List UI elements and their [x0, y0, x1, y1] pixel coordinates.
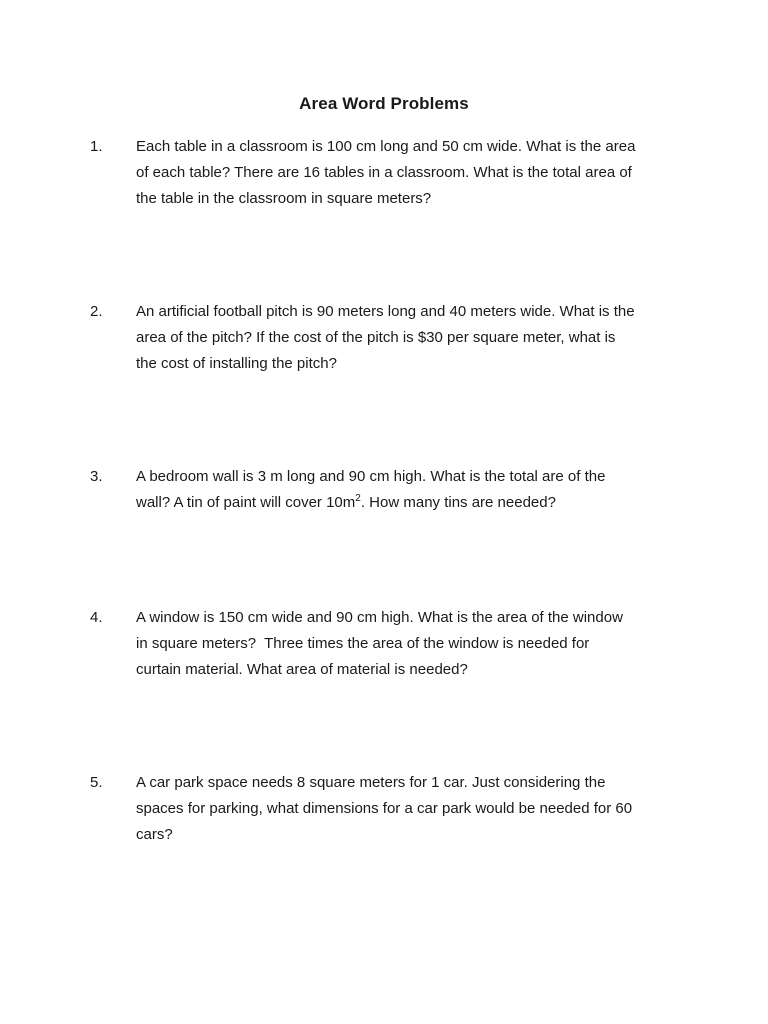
problem-line: curtain material. What area of material is needed?: [136, 661, 468, 678]
problem-text: [136, 605, 681, 683]
problem-line: A bedroom wall is 3 m long and 90 cm high. What is the total are of the: [136, 468, 606, 485]
problem-number: 5.: [90, 774, 103, 791]
problem-number: 2.: [90, 303, 103, 320]
problem-number: 4.: [90, 609, 103, 626]
problem-line: in square meters? Three times the area of the window is needed for: [136, 635, 590, 652]
problem-line: spaces for parking, what dimensions for a car park would be needed for 60: [136, 800, 633, 817]
problem-line: of each table? There are 16 tables in a classroom. What is the total area of: [136, 164, 632, 181]
problem-text: [136, 299, 681, 377]
problem-line: the cost of installing the pitch?: [136, 355, 337, 372]
problem-text: [136, 134, 681, 212]
problem-line: An artificial football pitch is 90 meters long and 40 meters wide. What is the: [136, 303, 635, 320]
problem-line-part: . How many tins are needed?: [360, 494, 556, 511]
problem-line: area of the pitch? If the cost of the pitch is $30 per square meter, what is: [136, 329, 616, 346]
problem-text: [136, 464, 681, 516]
superscript: 2: [355, 493, 361, 504]
problem-line: A window is 150 cm wide and 90 cm high. What is the area of the window: [136, 609, 623, 626]
problem-line-part: wall? A tin of paint will cover 10m: [136, 494, 356, 511]
problem-line: Each table in a classroom is 100 cm long and 50 cm wide. What is the area: [136, 138, 636, 155]
page-title: Area Word Problems: [299, 94, 469, 113]
problem-number: 3.: [90, 468, 103, 485]
problem-line: the table in the classroom in square meters?: [136, 190, 432, 207]
problem-line: cars?: [136, 826, 173, 843]
problem-line: A car park space needs 8 square meters for 1 car. Just considering the: [136, 774, 606, 791]
problem-text: [136, 770, 681, 848]
problem-line: [136, 490, 681, 516]
problem-number: 1.: [90, 138, 103, 155]
